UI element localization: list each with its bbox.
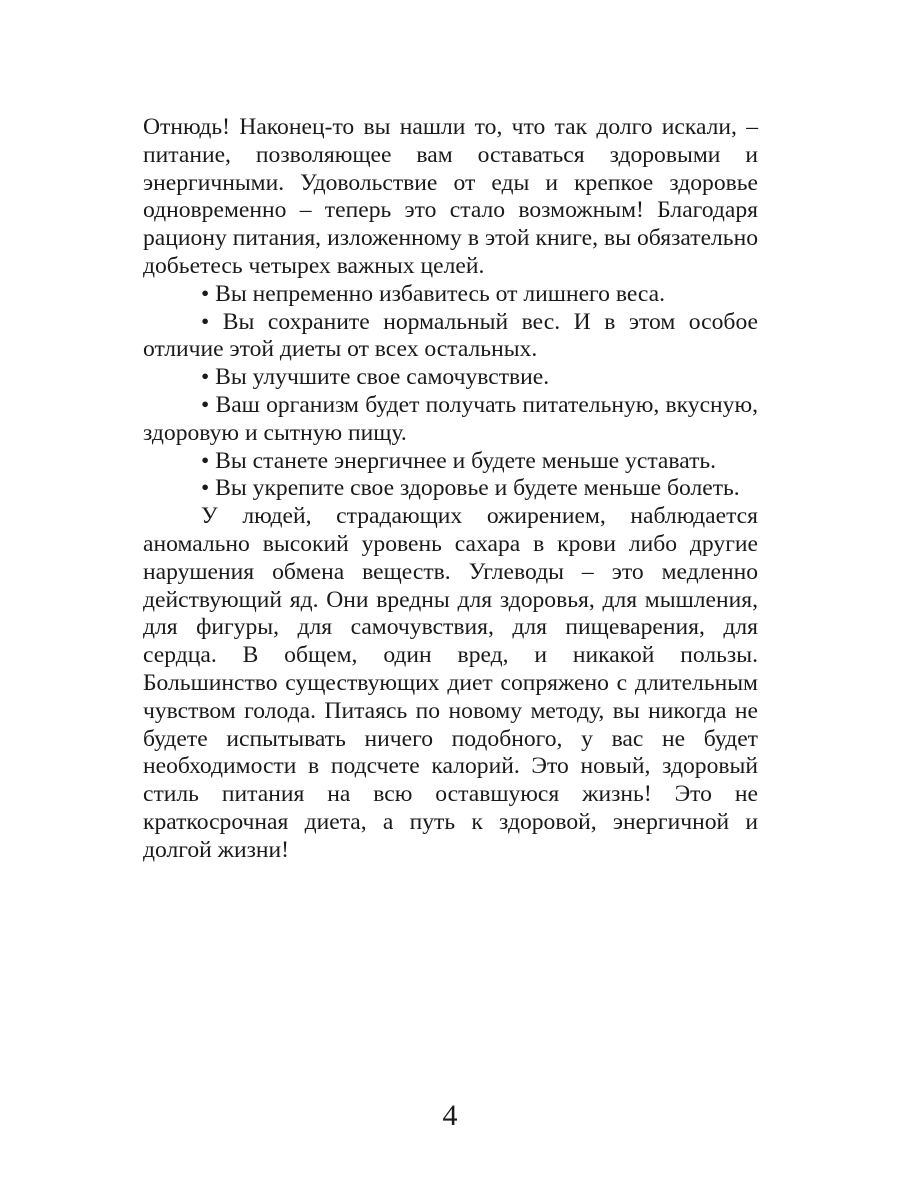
page-number: 4 bbox=[442, 1099, 458, 1132]
bullet-item-3: • Вы улучшите свое самочувствие. bbox=[201, 364, 550, 391]
bullet-item-2: • Вы сохраните нормальный вес. И в этом особое отличие этой диеты от всех остальных. bbox=[143, 308, 758, 363]
bullet-item-4: • Ваш организм будет получать питательную, вкусную, здоровую и сытную пищу. bbox=[143, 391, 758, 446]
bullet-item-5: • Вы станете энергичнее и будете меньше уставать. bbox=[201, 447, 717, 474]
bullet-item-1: • Вы непременно избавитесь от лишнего веса. bbox=[201, 280, 666, 307]
closing-paragraph: У людей, страдающих ожирением, наблюдается аномально высокий уровень сахара в крови либо другие нарушения обмена веществ. Углеводы – это медленно действующий яд. Они вредны для здоровья, для мышления, для фигуры, для самочувствия, для пищеварения, для сердца. В общем, один вред, и никакой пользы. Большинство существующих диет сопряжено с длительным чувством голода. Питаясь по новому методу, вы никогда не будете испытывать ничего подобного, у вас не будет необходимости в подсчете калорий. Это новый, здоровый стиль питания на всю оставшуюся жизнь! Это не краткосрочная диета, а путь к здоровой, энергичной и долгой жизни! bbox=[143, 503, 758, 863]
body-text bbox=[143, 114, 758, 865]
intro-paragraph: Отнюдь! Наконец-то вы нашли то, что так долго искали, – питание, позволяющее вам оставаться здоровыми и энергичными. Удовольствие от еды и крепкое здоровье одновременно – теперь это стало возможным! Благодаря рациону питания, изложенному в этой книге, вы обязательно добьетесь четырех важных целей. bbox=[143, 114, 758, 279]
bullet-item-6: • Вы укрепите свое здоровье и будете меньше болеть. bbox=[201, 475, 740, 502]
